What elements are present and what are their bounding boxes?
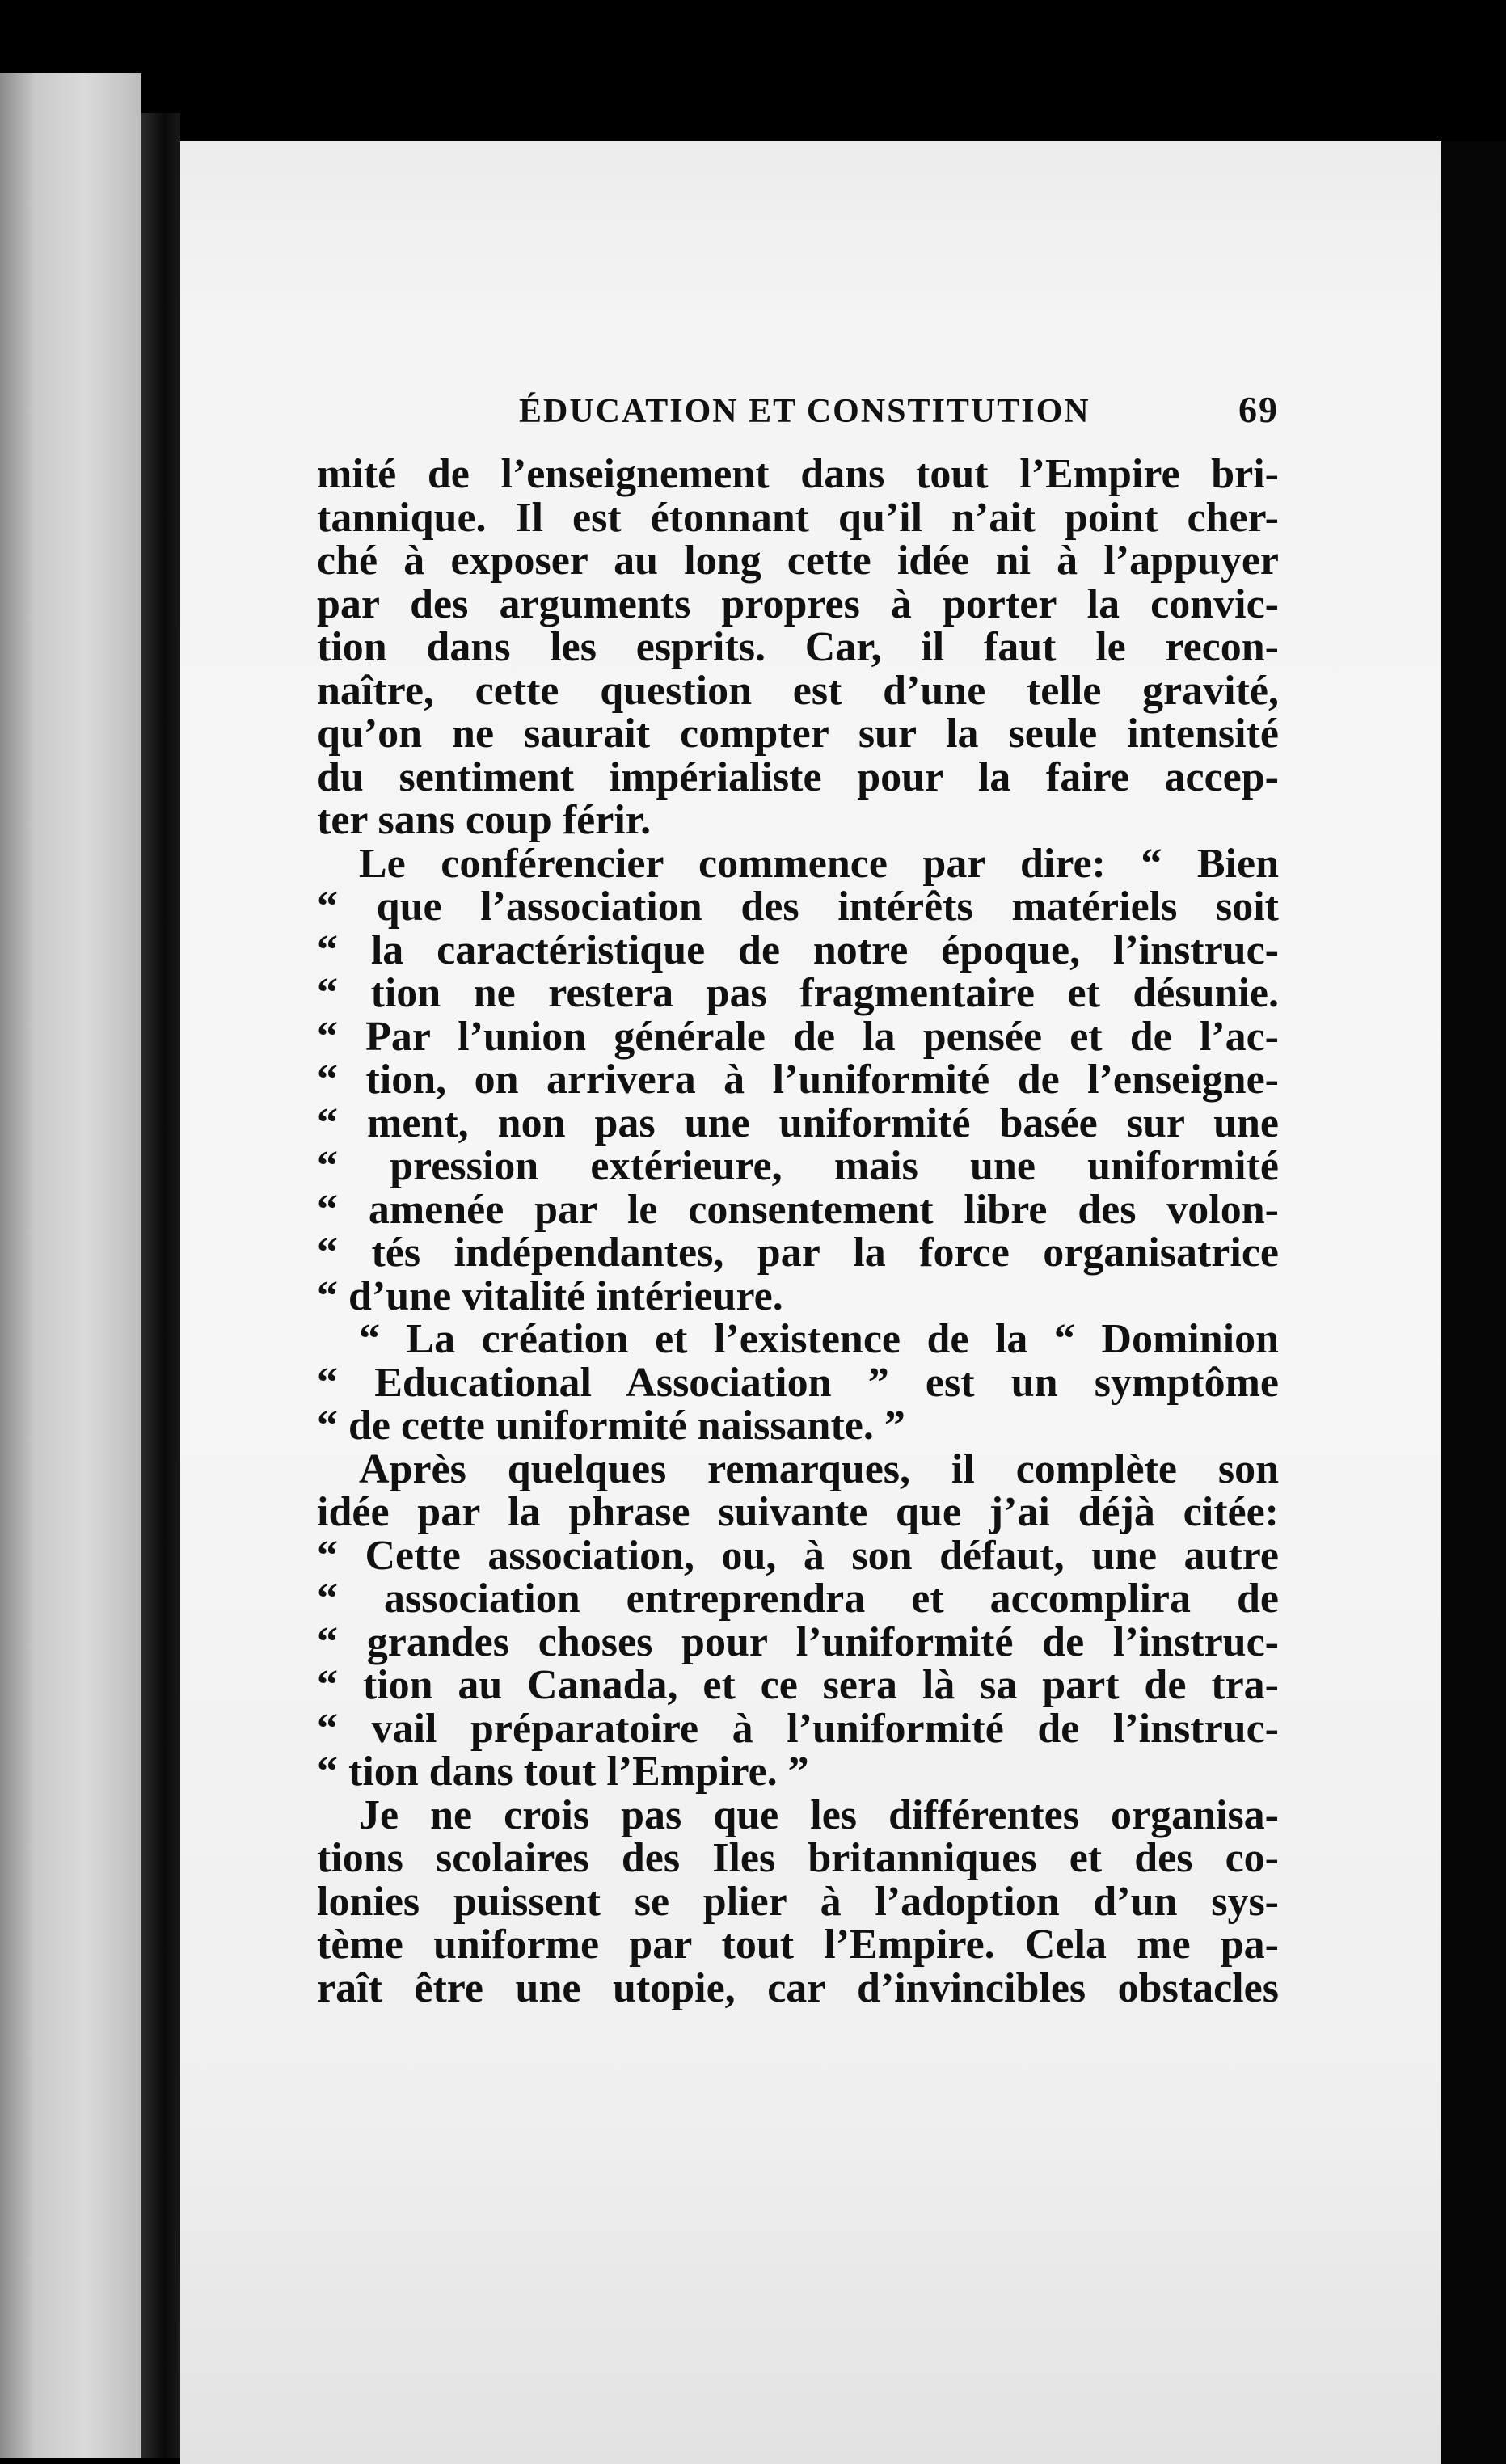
scan-border bbox=[1441, 141, 1506, 2464]
text-line: Le conférencier commence par dire: “ Bien bbox=[359, 840, 1279, 887]
text-line: tannique. Il est étonnant qu’il n’ait point cher- bbox=[317, 494, 1279, 541]
text-line: “ Educational Association ” est un symptôme bbox=[317, 1359, 1279, 1406]
page-text bbox=[317, 388, 1279, 2010]
text-line: Je ne crois pas que les différentes organisa- bbox=[359, 1791, 1279, 1838]
text-line: “ que l’association des intérêts matériels soit bbox=[317, 884, 1279, 930]
text-line: “ tés indépendantes, par la force organisatrice bbox=[317, 1230, 1279, 1276]
page-number: 69 bbox=[1238, 389, 1279, 430]
text-line: “ de cette uniformité naissante. ” bbox=[317, 1403, 905, 1449]
text-line: qu’on ne saurait compter sur la seule intensité bbox=[317, 711, 1279, 757]
text-line: “ tion au Canada, et ce sera là sa part de tra- bbox=[317, 1662, 1279, 1708]
text-line: raît être une utopie, car d’invincibles obstacles bbox=[317, 1964, 1279, 2011]
text-line: Après quelques remarques, il complète son bbox=[359, 1445, 1279, 1492]
text-line: “ la caractéristique de notre époque, l’instruc- bbox=[317, 926, 1279, 973]
text-line: tème uniforme par tout l’Empire. Cela me pa- bbox=[317, 1922, 1279, 1968]
text-line: “ vail préparatoire à l’uniformité de l’instruc- bbox=[317, 1705, 1279, 1752]
text-line: “ ment, non pas une uniformité basée sur une bbox=[317, 1099, 1279, 1146]
text-line: tion dans les esprits. Car, il faut le recon- bbox=[317, 624, 1279, 670]
text-line: “ tion dans tout l’Empire. ” bbox=[317, 1749, 809, 1795]
text-line: ché à exposer au long cette idée ni à l’appuyer bbox=[317, 538, 1279, 584]
text-line: “ grandes choses pour l’uniformité de l’instruc- bbox=[317, 1618, 1279, 1665]
text-line: “ tion ne restera pas fragmentaire et désunie. bbox=[317, 970, 1279, 1016]
text-line: “ d’une vitalité intérieure. bbox=[317, 1272, 783, 1319]
text-line: “ pression extérieure, mais une uniformité bbox=[317, 1143, 1279, 1189]
paragraph bbox=[317, 1445, 1279, 1795]
facing-page-edge bbox=[0, 73, 141, 2458]
text-line: naître, cette question est d’une telle gravité, bbox=[317, 667, 1279, 714]
text-line: par des arguments propres à porter la convic- bbox=[317, 580, 1279, 627]
paragraph bbox=[317, 1791, 1279, 2011]
text-line: lonies puissent se plier à l’adoption d’un sys- bbox=[317, 1878, 1279, 1925]
book-gutter bbox=[141, 113, 180, 2458]
text-line: mité de l’enseignement dans tout l’Empire bri- bbox=[317, 451, 1279, 497]
text-line: “ tion, on arrivera à l’uniformité de l’enseigne- bbox=[317, 1057, 1279, 1103]
text-line: “ Par l’union générale de la pensée et de l’ac- bbox=[317, 1013, 1279, 1060]
paragraph bbox=[317, 1318, 1279, 1448]
text-line: “ Cette association, ou, à son défaut, une autre bbox=[317, 1532, 1279, 1579]
text-line: du sentiment impérialiste pour la faire accep- bbox=[317, 753, 1279, 800]
running-head bbox=[519, 388, 1279, 453]
text-line: “ association entreprendra et accomplira de bbox=[317, 1576, 1279, 1622]
text-line: “ amenée par le consentement libre des volon- bbox=[317, 1186, 1279, 1233]
text-line: tions scolaires des Iles britanniques et des co- bbox=[317, 1835, 1279, 1881]
running-title: ÉDUCATION ET CONSTITUTION bbox=[519, 393, 1090, 430]
paragraph bbox=[317, 453, 1279, 842]
text-line: “ La création et l’existence de la “ Dominion bbox=[359, 1316, 1279, 1362]
text-line: idée par la phrase suivante que j’ai déjà citée: bbox=[317, 1489, 1279, 1535]
text-line: ter sans coup férir. bbox=[317, 797, 652, 843]
paragraph bbox=[317, 842, 1279, 1318]
